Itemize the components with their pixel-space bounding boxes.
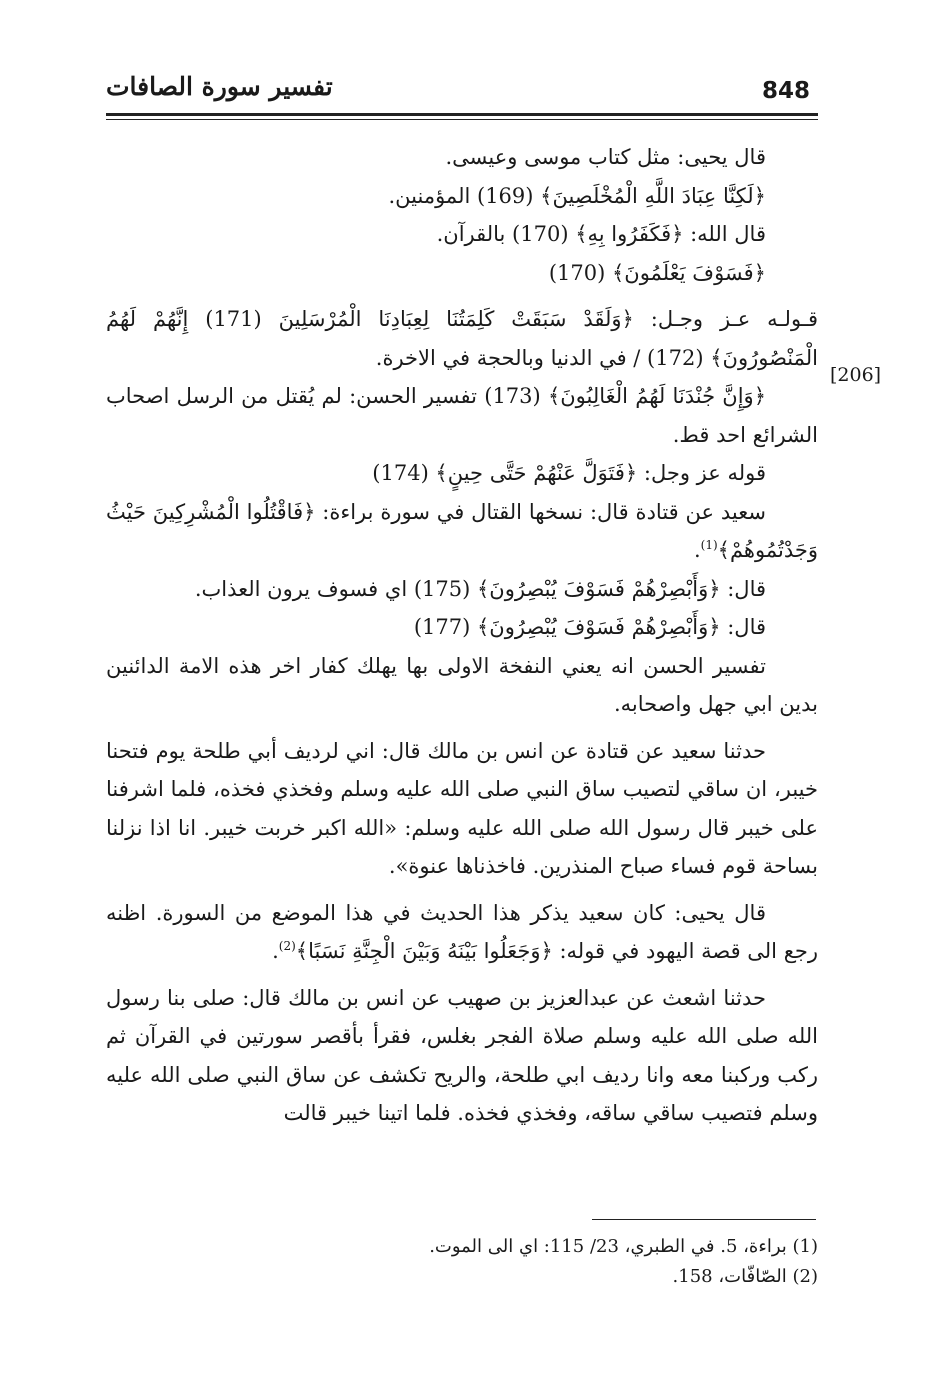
paragraph: ﴿لَكِنَّا عِبَادَ اللَّهِ الْمُخْلَصِينَ﴾ (169) المؤمنين. [388,183,766,208]
footnotes [106,1232,818,1292]
paragraph-with-footnote: سعيد عن قتادة قال: نسخها القتال في سورة براءة: ﴿فَاقْتُلُوا الْمُشْرِكِينَ حَيْثُ وَجَدْتُمُوهُمْ﴾$^{(1)}$. [106,499,818,562]
footnote: (1) براءة، 5. في الطبري، 23/ 115: اي الى الموت. [429,1236,818,1257]
paragraph: قال يحيى: مثل كتاب موسى وعيسى. [445,145,766,169]
paragraph-text: سعيد عن قتادة قال: نسخها القتال في سورة براءة: ﴿فَاقْتُلُوا الْمُشْرِكِينَ حَيْثُ وَجَدْتُمُوهُمْ﴾ [106,499,818,562]
page-number: 848 [762,78,811,104]
paragraph: حدثنا اشعث عن عبدالعزيز بن صهيب عن انس بن مالك قال: صلى بنا رسول الله صلى الله عليه وسلم صلاة الفجر بغلس، فقرأ بأقصر سورتين في القرآن ثم ركب وركبنا معه وانا رديف ابي طلحة، والريح تكشف عن ساق النبي صلى الله عليه وسلم فتصيب ساقي ساقه، وفخذي فخذه. فلما اتينا خيبر قالت [106,985,819,1125]
footnote-separator [592,1219,816,1220]
paragraph: قال: ﴿وَأَبْصِرْهُمْ فَسَوْفَ يُبْصِرُونَ﴾ (177) [413,615,766,639]
paragraph-with-footnote: قال يحيى: كان سعيد يذكر هذا الحديث في هذا الموضع من السورة. اظنه رجع الى قصة اليهود في قوله: ﴿وَجَعَلُوا بَيْنَهُ وَبَيْنَ الْجِنَّةِ نَسَبًا﴾$^{(2)}$. [106,900,818,963]
paragraph: تفسير الحسن انه يعني النفخة الاولى بها يهلك كفار اخر هذه الامة الدائنين بدين ابي جهل واصحابه. [106,653,818,716]
footnote-ref: (1) [700,538,718,552]
paragraph: قال الله: ﴿فَكَفَرُوا بِهِ﴾ (170) بالقرآن. [436,222,766,246]
paragraph: حدثنا سعيد عن قتادة عن انس بن مالك قال: اني لرديف أبي طلحة يوم فتحنا خيبر، ان ساقي لتصيب ساق النبي صلى الله عليه وسلم وفخذي فخذه، فلما اشرفنا على خيبر قال رسول الله صلى الله عليه وسلم: «الله اكبر خربت خيبر. انا اذا نزلنا بساحة قوم فساء صباح المنذرين. فاخذناها عنوة». [106,738,818,878]
main-text [106,138,818,1133]
header-rule-thick [106,113,818,116]
paragraph-text: قال يحيى: كان سعيد يذكر هذا الحديث في هذا الموضع من السورة. اظنه رجع الى قصة اليهود في قوله: ﴿وَجَعَلُوا بَيْنَهُ وَبَيْنَ الْجِنَّةِ نَسَبًا﴾ [106,900,818,963]
paragraph: قال: ﴿وَأَبْصِرْهُمْ فَسَوْفَ يُبْصِرُونَ﴾ (175) اي فسوف يرون العذاب. [194,576,766,601]
running-title: تفسير سورة الصافات [106,72,333,101]
margin-folio-note: [206] [830,364,882,386]
footnote-ref: (2) [278,939,296,953]
paragraph: قوله عز وجل: ﴿فَتَوَلَّ عَنْهُمْ حَتَّى حِينٍ﴾ (174) [372,461,766,485]
header-rule-thin [106,119,818,120]
paragraph: ﴿فَسَوْفَ يَعْلَمُونَ﴾ (170) [548,260,766,285]
paragraph: ﴿وَإِنَّ جُنْدَنَا لَهُمُ الْغَالِبُونَ﴾ (173) تفسير الحسن: لم يُقتل من الرسل اصحاب الشرائع احد قط. [106,384,818,447]
footnote: (2) الصّافّات، 158. [672,1266,818,1287]
paragraph: قـولـه عـز وجـل: ﴿وَلَقَدْ سَبَقَتْ كَلِمَتُنَا لِعِبَادِنَا الْمُرْسَلِينَ (171) إِنَّهُمْ لَهُمُ الْمَنْصُورُونَ﴾ (172) / في الدنيا وبالحجة في الاخرة. [106,307,818,370]
